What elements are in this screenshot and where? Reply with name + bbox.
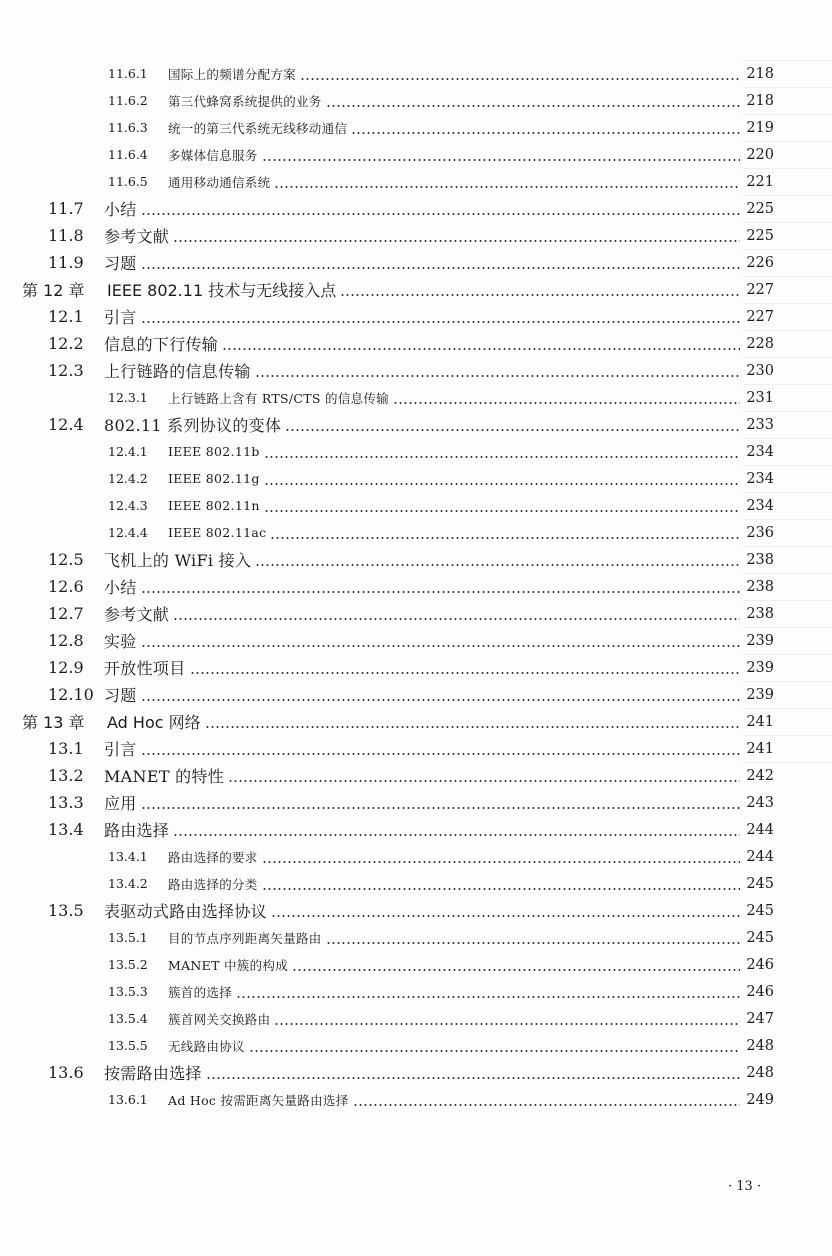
toc-entry-page: 231 (746, 389, 774, 406)
toc-entry-number: 13.5.1 (108, 930, 148, 945)
toc-subsection-entry[interactable] (0, 519, 832, 546)
toc-entry-number: 12.4.3 (108, 498, 148, 513)
toc-entry-page: 227 (746, 281, 774, 298)
toc-entry-page: 227 (746, 308, 774, 325)
toc-section-entry[interactable] (0, 600, 832, 627)
toc-entry-page: 234 (746, 470, 774, 487)
toc-entry-page: 238 (746, 551, 774, 568)
toc-entry-page: 248 (746, 1064, 774, 1081)
toc-entry-page: 239 (746, 632, 774, 649)
toc-entry-number: 13.4 (48, 820, 84, 839)
toc-entry-page: 245 (746, 902, 774, 919)
toc-section-entry[interactable] (0, 789, 832, 816)
toc-entry-title: 统一的第三代系统无线移动通信 (168, 120, 348, 136)
toc-entry-page: 238 (746, 605, 774, 622)
dot-leader (300, 78, 740, 80)
toc-entry-number: 12.9 (48, 658, 84, 677)
toc-entry-title: 习题 (104, 686, 137, 705)
toc-entry-number: 11.7 (48, 199, 84, 218)
toc-entry-number: 13.5.4 (108, 1011, 148, 1026)
toc-entry-title: 习题 (104, 254, 137, 273)
toc-section-entry[interactable] (0, 897, 832, 924)
dot-leader (249, 1050, 741, 1052)
toc-entry-page: 225 (746, 227, 774, 244)
dot-leader (326, 105, 741, 107)
toc-entry-number: 11.6.2 (108, 93, 148, 108)
toc-entry-title: 信息的下行传输 (104, 335, 219, 354)
toc-entry-title: Ad Hoc 按需距离矢量路由选择 (168, 1092, 349, 1108)
toc-entry-number: 12.10 (48, 685, 94, 704)
toc-section-entry[interactable] (0, 735, 832, 762)
toc-section-entry[interactable] (0, 1059, 832, 1086)
dot-leader (274, 186, 740, 188)
toc-entry-title: 按需路由选择 (104, 1064, 202, 1083)
toc-subsection-entry[interactable] (0, 168, 832, 195)
toc-subsection-entry[interactable] (0, 978, 832, 1005)
toc-section-entry[interactable] (0, 681, 832, 708)
toc-entry-title: 表驱动式路由选择协议 (104, 902, 268, 921)
dot-leader (141, 267, 741, 269)
toc-entry-page: 238 (746, 578, 774, 595)
toc-entry-title: 路由选择 (104, 821, 170, 840)
toc-entry-title: 路由选择的要求 (168, 849, 258, 865)
toc-entry-title: IEEE 802.11b (168, 444, 260, 459)
dot-leader (264, 456, 741, 458)
toc-entry-title: 飞机上的 WiFi 接入 (104, 551, 252, 570)
toc-entry-page: 239 (746, 659, 774, 676)
toc-entry-page: 246 (746, 983, 774, 1000)
toc-entry-number: 12.4 (48, 415, 84, 434)
toc-entry-number: 11.9 (48, 253, 84, 272)
toc-entry-title: 国际上的频谱分配方案 (168, 66, 297, 82)
toc-subsection-entry[interactable] (0, 870, 832, 897)
dot-leader (262, 861, 741, 863)
dot-leader (173, 618, 740, 620)
toc-entry-title: 上行链路的信息传输 (104, 362, 251, 381)
toc-entry-title: 应用 (104, 794, 137, 813)
dot-leader (255, 375, 741, 377)
dot-leader (190, 672, 741, 674)
toc-entry-title: IEEE 802.11n (168, 498, 260, 513)
toc-entry-page: 234 (746, 497, 774, 514)
toc-section-entry[interactable] (0, 303, 832, 330)
toc-entry-page: 234 (746, 443, 774, 460)
toc-entry-number: 12.3 (48, 361, 84, 380)
toc-entry-title: 开放性项目 (104, 659, 186, 678)
toc-entry-title: Ad Hoc 网络 (107, 713, 201, 732)
toc-entry-number: 13.5 (48, 901, 84, 920)
toc-entry-number: 13.2 (48, 766, 84, 785)
toc-entry-title: 802.11 系列协议的变体 (104, 416, 282, 435)
dot-leader (270, 537, 740, 539)
dot-leader (206, 1077, 741, 1079)
toc-entry-page: 221 (746, 173, 774, 190)
toc-subsection-entry[interactable] (0, 492, 832, 519)
toc-entry-page: 245 (746, 929, 774, 946)
toc-subsection-entry[interactable] (0, 951, 832, 978)
toc-entry-page: 241 (746, 740, 774, 757)
toc-subsection-entry[interactable] (0, 1032, 832, 1059)
toc-entry-number: 13.1 (48, 739, 84, 758)
dot-leader (141, 699, 741, 701)
toc-entry-title: 参考文献 (104, 227, 170, 246)
toc-entry-number: 12.4.1 (108, 444, 148, 459)
toc-section-entry[interactable] (0, 357, 832, 384)
dot-leader (141, 807, 741, 809)
dot-leader (292, 969, 740, 971)
toc-entry-number: 11.6.4 (108, 147, 148, 162)
toc-entry-title: 参考文献 (104, 605, 170, 624)
toc-entry-title: 通用移动通信系统 (168, 174, 271, 190)
dot-leader (353, 1104, 741, 1106)
toc-entry-number: 11.6.3 (108, 120, 148, 135)
toc-entry-page: 244 (746, 848, 774, 865)
toc-entry-number: 第 12 章 (22, 281, 85, 300)
toc-entry-page: 230 (746, 362, 774, 379)
toc-chapter-entry[interactable] (0, 276, 832, 303)
toc-entry-title: 目的节点序列距离矢量路由 (168, 930, 322, 946)
toc-entry-title: 簇首网关交换路由 (168, 1011, 271, 1027)
dot-leader (264, 483, 741, 485)
toc-entry-number: 12.4.4 (108, 525, 148, 540)
dot-leader (262, 159, 741, 161)
toc-entry-title: MANET 的特性 (104, 767, 225, 786)
toc-entry-number: 12.8 (48, 631, 84, 650)
toc-section-entry[interactable] (0, 330, 832, 357)
toc-entry-number: 13.6.1 (108, 1092, 148, 1107)
dot-leader (205, 726, 741, 728)
toc-entry-page: 246 (746, 956, 774, 973)
dot-leader (351, 132, 740, 134)
toc-entry-title: MANET 中簇的构成 (168, 957, 288, 973)
toc-entry-page: 249 (746, 1091, 774, 1108)
toc-entry-number: 13.5.3 (108, 984, 148, 999)
toc-entry-page: 228 (746, 335, 774, 352)
toc-entry-page: 236 (746, 524, 774, 541)
toc-entry-page: 218 (746, 92, 774, 109)
toc-subsection-entry[interactable] (0, 924, 832, 951)
toc-entry-number: 12.6 (48, 577, 84, 596)
toc-entry-number: 11.6.1 (108, 66, 148, 81)
toc-subsection-entry[interactable] (0, 141, 832, 168)
dot-leader (340, 294, 740, 296)
toc-entry-page: 245 (746, 875, 774, 892)
toc-section-entry[interactable] (0, 654, 832, 681)
toc-section-entry[interactable] (0, 627, 832, 654)
toc-entry-number: 13.3 (48, 793, 84, 812)
toc-section-entry[interactable] (0, 249, 832, 276)
toc-entry-title: 无线路由协议 (168, 1038, 245, 1054)
dot-leader (262, 888, 741, 890)
toc-entry-title: 小结 (104, 200, 137, 219)
toc-entry-title: IEEE 802.11g (168, 471, 260, 486)
toc-subsection-entry[interactable] (0, 1005, 832, 1032)
dot-leader (236, 996, 740, 998)
toc-entry-title: 引言 (104, 740, 137, 759)
toc-entry-title: 簇首的选择 (168, 984, 233, 1000)
dot-leader (274, 1023, 740, 1025)
dot-leader (271, 915, 740, 917)
toc-entry-page: 226 (746, 254, 774, 271)
toc-entry-title: IEEE 802.11ac (168, 525, 267, 540)
toc-entry-page: 241 (746, 713, 774, 730)
toc-entry-number: 12.2 (48, 334, 84, 353)
toc-subsection-entry[interactable] (0, 384, 832, 411)
dot-leader (222, 348, 740, 350)
toc-subsection-entry[interactable] (0, 87, 832, 114)
toc-entry-title: 小结 (104, 578, 137, 597)
toc-entry-number: 12.4.2 (108, 471, 148, 486)
toc-subsection-entry[interactable] (0, 1086, 832, 1113)
toc-subsection-entry[interactable] (0, 843, 832, 870)
toc-entry-page: 225 (746, 200, 774, 217)
toc-entry-title: 第三代蜂窝系统提供的业务 (168, 93, 322, 109)
dot-leader (173, 240, 740, 242)
toc-entry-number: 13.5.2 (108, 957, 148, 972)
toc-section-entry[interactable] (0, 411, 832, 438)
toc-entry-title: 路由选择的分类 (168, 876, 258, 892)
toc-section-entry[interactable] (0, 222, 832, 249)
dot-leader (264, 510, 741, 512)
toc-subsection-entry[interactable] (0, 438, 832, 465)
dot-leader (141, 753, 741, 755)
toc-entry-title: 多媒体信息服务 (168, 147, 258, 163)
toc-entry-page: 244 (746, 821, 774, 838)
toc-entry-page: 218 (746, 65, 774, 82)
toc-entry-title: 实验 (104, 632, 137, 651)
toc-entry-page: 220 (746, 146, 774, 163)
toc-entry-title: IEEE 802.11 技术与无线接入点 (107, 281, 337, 300)
page-number: · 13 · (728, 1179, 762, 1194)
dot-leader (141, 213, 741, 215)
toc-entry-number: 13.5.5 (108, 1038, 148, 1053)
toc-section-entry[interactable] (0, 816, 832, 843)
toc-section-entry[interactable] (0, 762, 832, 789)
dot-leader (393, 402, 740, 404)
toc-entry-number: 13.4.2 (108, 876, 148, 891)
toc-entry-page: 248 (746, 1037, 774, 1054)
dot-leader (141, 645, 741, 647)
toc-subsection-entry[interactable] (0, 114, 832, 141)
toc-entry-number: 12.1 (48, 307, 84, 326)
toc-chapter-entry[interactable] (0, 708, 832, 735)
toc-entry-number: 11.6.5 (108, 174, 148, 189)
dot-leader (141, 321, 741, 323)
toc-entry-number: 11.8 (48, 226, 84, 245)
dot-leader (255, 564, 740, 566)
dot-leader (228, 780, 740, 782)
toc-entry-page: 219 (746, 119, 774, 136)
toc-entry-page: 242 (746, 767, 774, 784)
toc-entry-page: 247 (746, 1010, 774, 1027)
dot-leader (173, 834, 740, 836)
toc-subsection-entry[interactable] (0, 60, 832, 87)
toc-section-entry[interactable] (0, 573, 832, 600)
toc-entry-number: 13.4.1 (108, 849, 148, 864)
toc-section-entry[interactable] (0, 546, 832, 573)
toc-subsection-entry[interactable] (0, 465, 832, 492)
toc-section-entry[interactable] (0, 195, 832, 222)
toc-entry-number: 13.6 (48, 1063, 84, 1082)
dot-leader (326, 942, 741, 944)
table-of-contents (0, 60, 832, 1113)
toc-entry-number: 12.3.1 (108, 390, 148, 405)
toc-entry-number: 第 13 章 (22, 713, 85, 732)
toc-entry-number: 12.7 (48, 604, 84, 623)
dot-leader (141, 591, 741, 593)
toc-entry-title: 上行链路上含有 RTS/CTS 的信息传输 (168, 390, 390, 406)
toc-entry-page: 233 (746, 416, 774, 433)
toc-entry-number: 12.5 (48, 550, 84, 569)
toc-entry-page: 243 (746, 794, 774, 811)
dot-leader (285, 429, 740, 431)
toc-entry-title: 引言 (104, 308, 137, 327)
toc-entry-page: 239 (746, 686, 774, 703)
